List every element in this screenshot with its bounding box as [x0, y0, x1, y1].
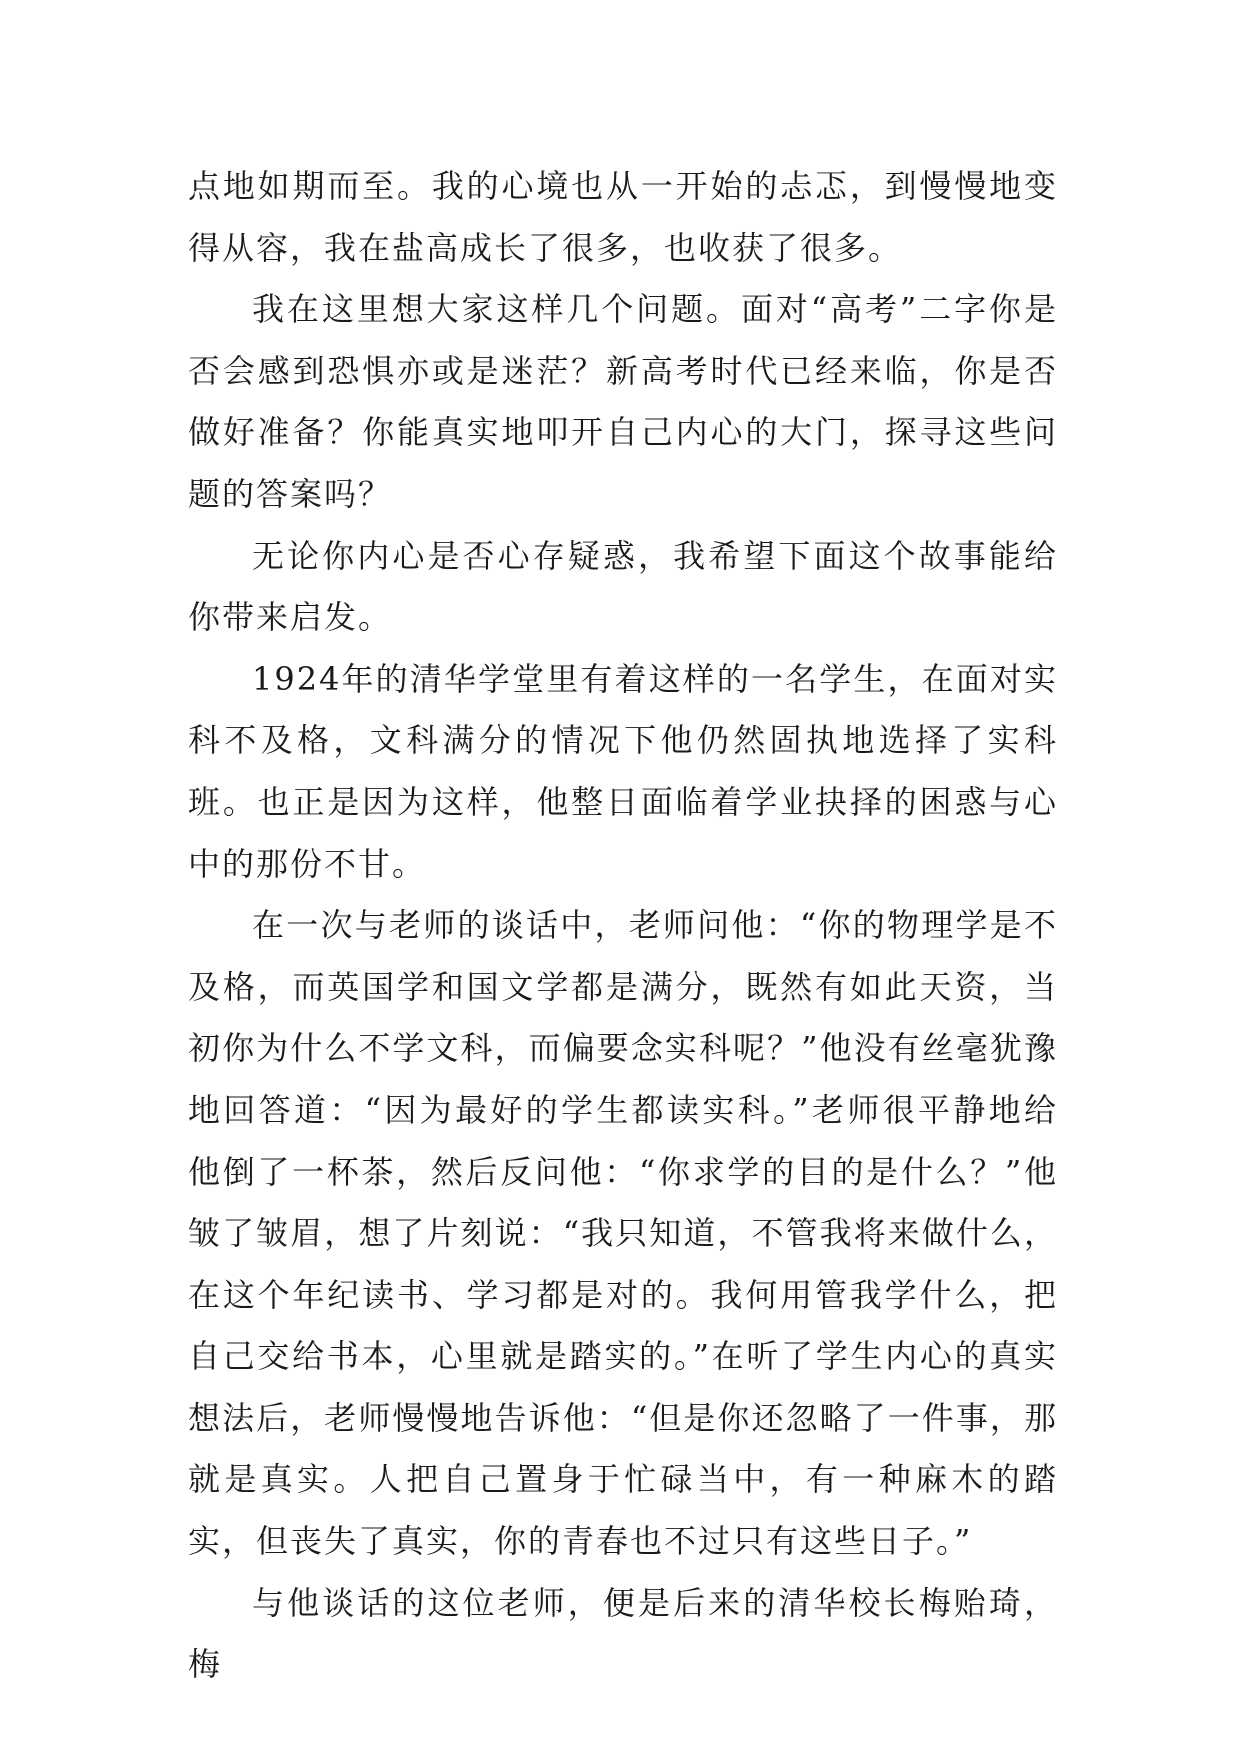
paragraph-questions: 我在这里想大家这样几个问题。面对“高考”二字你是否会感到恐惧亦或是迷茫？新高考时代已经来临，你是否做好准备？你能真实地叩开自己内心的大门，探寻这些问题的答案吗？ [188, 290, 1058, 513]
body-text [188, 156, 1058, 1696]
paragraph-dialogue: 在一次与老师的谈话中，老师问他：“你的物理学是不及格，而英国学和国文学都是满分，既然有如此天资，当初你为什么不学文科，而偏要念实科呢？”他没有丝毫犹豫地回答道：“因为最好的学生都读实科。”老师很平静地给他倒了一杯茶，然后反问他：“你求学的目的是什么？”他皱了皱眉，想了片刻说：“我只知道，不管我将来做什么，在这个年纪读书、学习都是对的。我何用管我学什么，把自己交给书本，心里就是踏实的。”在听了学生内心的真实想法后，老师慢慢地告诉他：“但是你还忽略了一件事，那就是真实。人把自己置身于忙碌当中，有一种麻木的踏实，但丧失了真实，你的青春也不过只有这些日子。” [188, 906, 1058, 1561]
paragraph-tsinghua-student: 1924年的清华学堂里有着这样的一名学生，在面对实科不及格，文科满分的情况下他仍然固执地选择了实科班。也正是因为这样，他整日面临着学业抉择的困惑与心中的那份不甘。 [188, 659, 1058, 883]
paragraph-story-intro: 无论你内心是否心存疑惑，我希望下面这个故事能给你带来启发。 [188, 536, 1058, 637]
paragraph-teacher: 与他谈话的这位老师，便是后来的清华校长梅贻琦，梅 [188, 1583, 1058, 1684]
paragraph-continued: 点地如期而至。我的心境也从一开始的忐忑，到慢慢地变得从容，我在盐高成长了很多，也收获了很多。 [188, 167, 1058, 267]
